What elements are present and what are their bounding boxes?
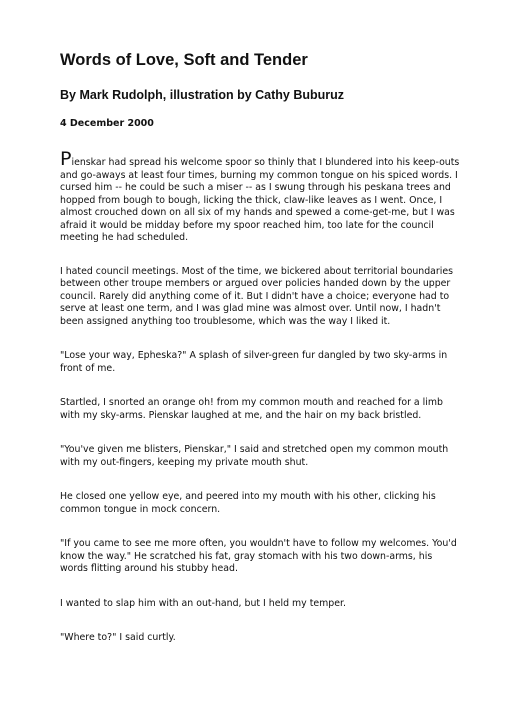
paragraph-first-text: ienskar had spread his welcome spoor so thinly that I blundered into his keep-outs and go-aways at least four times, burning my common tongue on his spiced words. I cursed him -- he could be such a miser -- as I swung through his peskana trees and hopped from bough to bough, licking the thick, claw-like leaves as I went. Once, I almost crouched down on all six of my hands and spewed a come-get-me, but I was afraid it would be midday before my spoor reached him, too late for the council meeting he had scheduled. [60,157,460,243]
byline: By Mark Rudolph, illustration by Cathy Buburuz [60,88,345,102]
story-title: Words of Love, Soft and Tender [60,51,308,69]
paragraph: Startled, I snorted an orange oh! from my common mouth and reached for a limb with my sky-arms. Pienskar laughed at me, and the hair on my back bristled. [60,397,443,421]
paragraph: I hated council meetings. Most of the time, we bickered about territorial boundaries between other troupe members or argued over policies handed down by the upper council. Rarely did anything come of it. But I didn't have a choice; everyone had to serve at least one term, and I was glad mine was almost over. Until now, I hadn't been assigned anything too troublesome, which was the way I liked it. [60,265,454,327]
paragraph: I wanted to slap him with an out-hand, but I held my temper. [60,597,346,609]
paragraph: He closed one yellow eye, and peered into my mouth with his other, clicking his common tongue in mock concern. [60,491,436,515]
paragraph: "If you came to see me more often, you wouldn't have to follow my welcomes. You'd know the way." He scratched his fat, gray stomach with his two down-arms, his words flitting around his stubby head. [60,538,457,574]
paragraph-first [60,148,460,245]
document-page [60,50,460,667]
paragraph: "Where to?" I said curtly. [60,632,176,643]
publication-date: 4 December 2000 [60,118,154,129]
drop-cap: P [60,148,72,170]
paragraph: "You've given me blisters, Pienskar," I said and stretched open my common mouth with my out-fingers, keeping my private mouth shut. [60,444,449,468]
paragraph: "Lose your way, Epheska?" A splash of silver-green fur dangled by two sky-arms in front of me. [60,350,448,374]
